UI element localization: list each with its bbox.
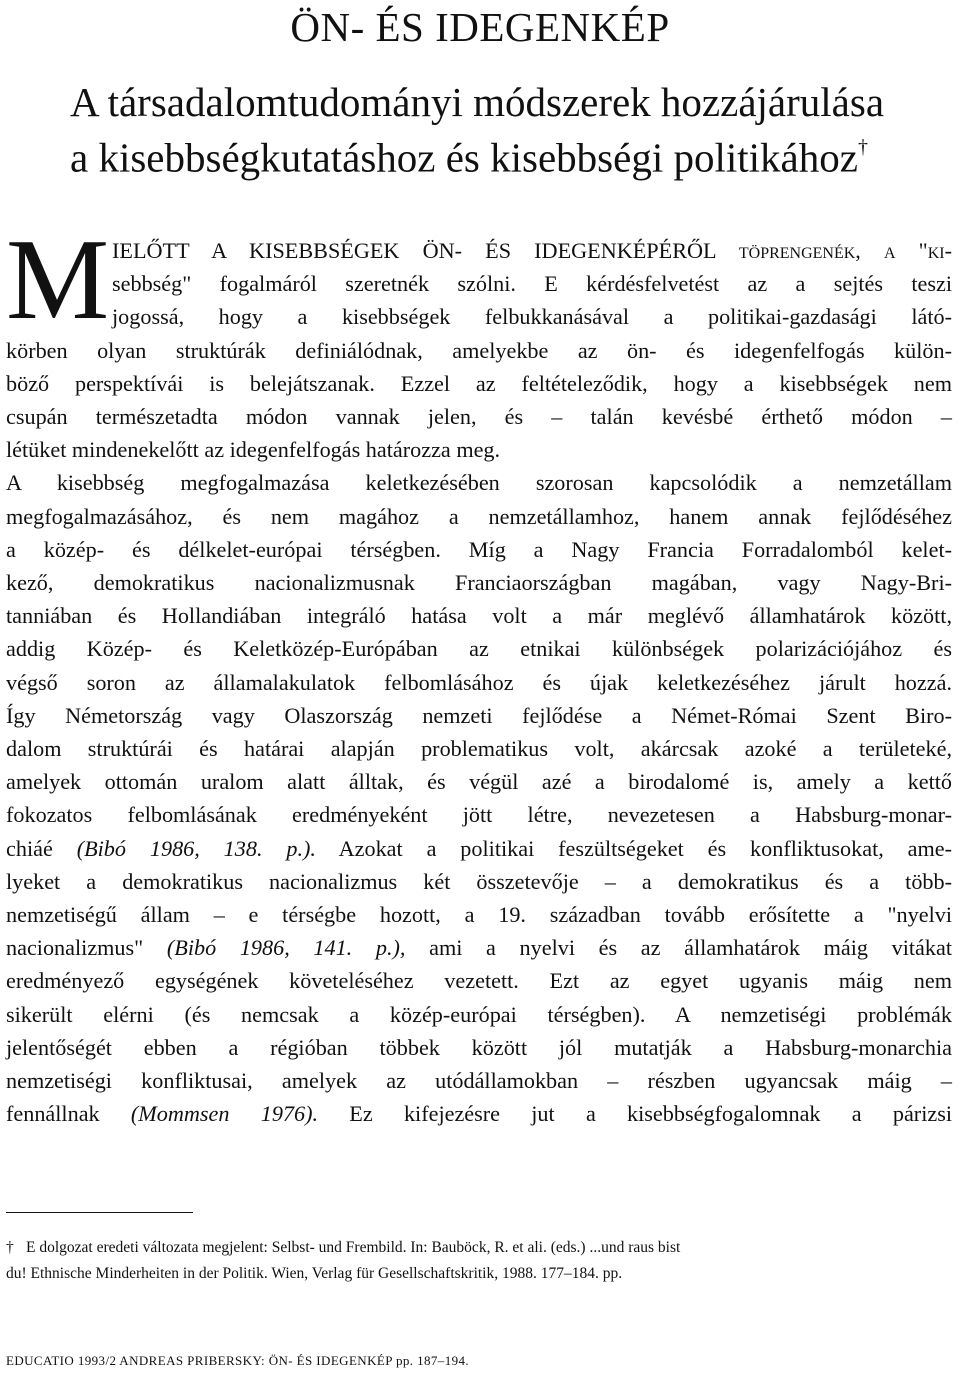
body-line: eredményező egységének követeléséhez vezetett. Ezt az egyet ugyanis máig nem [6,968,952,994]
page-footer: EDUCATIO 1993/2 ANDREAS PRIBERSKY: ÖN- ÉS IDEGENKÉP pp. 187–194. [6,1353,470,1368]
section-kicker: ÖN- ÉS IDEGENKÉP [290,4,670,50]
title-footnote-mark: † [857,136,868,158]
body-text: fennállnak [6,1101,100,1127]
body-line: A kisebbség megfogalmazása keletkezésében szorosan kapcsolódik a nemzetállam [6,470,952,496]
article-title [70,78,930,183]
footnote-line [6,1235,952,1261]
body-line: nemzetiségű állam – e térségbe hozott, a 19. században tovább erősítette a "nyelvi [6,902,952,928]
footnote [6,1235,952,1287]
body-line: végső soron az államalakulatok felbomlásához és újak keletkezéséhez járult hozzá. [6,669,952,695]
body-line: megfogalmazásához, és nem magához a nemzetállamhoz, hanem annak fejlődéséhez [6,503,952,529]
body-line [6,832,952,865]
body-line: addig Közép- és Keletközép-Európában az etnikai különbségek polarizációjához és [6,636,952,662]
body-text: Ez kifejezésre jut a kisebbségfogalomnak a párizsi [349,1101,953,1127]
body-line: jelentőségét ebben a régióban többek között jól mutatják a Habsburg-monarchia [6,1034,952,1060]
body-line: létüket mindenekelőtt az idegenfelfogás határozza meg. [6,437,501,463]
body-line: dalom struktúrái és határai alapján problematikus volt, akárcsak azoké a területeké, [6,736,952,762]
body-text: Azokat a politikai feszültségeket és konfliktusokat, ame- [338,835,952,861]
body-line [6,1097,952,1130]
body-line: fokozatos felbomlásának eredményeként jött létre, nevezetesen a Habsburg-monar- [6,802,952,828]
footnote-line: du! Ethnische Minderheiten in der Politik. Wien, Verlag für Gesellschaftskritik, 1988. 177–184. pp. [6,1265,623,1282]
citation: (Bibó 1986, 141. p.), [166,935,406,961]
citation: (Mommsen 1976). [130,1101,319,1127]
title-line-1: A társadalomtudományi módszerek hozzájárulása [70,79,885,125]
body-line: jogossá, hogy a kisebbségek felbukkanásával a politikai-gazdasági látó- [112,304,952,330]
body-line: IELŐTT A KISEBBSÉGEK ÖN- ÉS IDEGENKÉPÉRŐL töprengenék, a "ki- [112,238,952,263]
title-line-2: a kisebbségkutatáshoz és kisebbségi politikához [70,134,858,181]
body-text: chiáé [6,835,53,861]
body-line: Így Németország vagy Olaszország nemzeti fejlődése a Német-Római Szent Biro- [6,702,952,728]
footnote-divider [6,1212,193,1213]
body-text: nacionalizmus" [6,935,144,961]
body-text: ami a nyelvi és az államhatárok máig vitákat [429,935,953,961]
footnote-text: E dolgozat eredeti változata megjelent: Selbst- und Frembild. In: Bauböck, R. et ali. (eds.) ...und raus bist [26,1239,681,1256]
article-body [6,234,952,1130]
body-line: sebbség" fogalmáról szeretnék szólni. E kérdésfelvetést az a sejtés teszi [112,271,952,297]
body-line [6,931,952,964]
body-line: böző perspektívái is belejátszanak. Ezzel az feltételeződik, hogy a kisebbségek nem [6,370,952,396]
body-line: csupán természetadta módon vannak jelen, és – talán kevésbé érthető módon – [6,404,952,430]
body-line: tanniában és Hollandiában integráló hatása volt a már meglévő államhatárok között, [6,603,952,629]
body-line: kező, demokratikus nacionalizmusnak Franciaországban magában, vagy Nagy-Bri- [6,570,952,596]
drop-cap: M [6,216,110,344]
body-line: körben olyan struktúrák definiálódnak, amelyekbe az ön- és idegenfelfogás külön- [6,337,952,363]
body-line: sikerült elérni (és nemcsak a közép-európai térségben). A nemzetiségi problémák [6,1001,952,1027]
body-line: a közép- és délkelet-európai térségben. Míg a Nagy Francia Forradalomból kelet- [6,536,952,562]
body-line: amelyek ottomán uralom alatt álltak, és végül azé a birodalomé is, amely a kettő [6,769,952,795]
body-line: nemzetiségi konfliktusai, amelyek az utódállamokban – részben ugyancsak máig – [6,1068,952,1094]
footnote-mark: † [6,1239,14,1256]
body-line: lyeket a demokratikus nacionalizmus két összetevője – a demokratikus és a több- [6,868,952,894]
citation: (Bibó 1986, 138. p.). [76,835,316,861]
